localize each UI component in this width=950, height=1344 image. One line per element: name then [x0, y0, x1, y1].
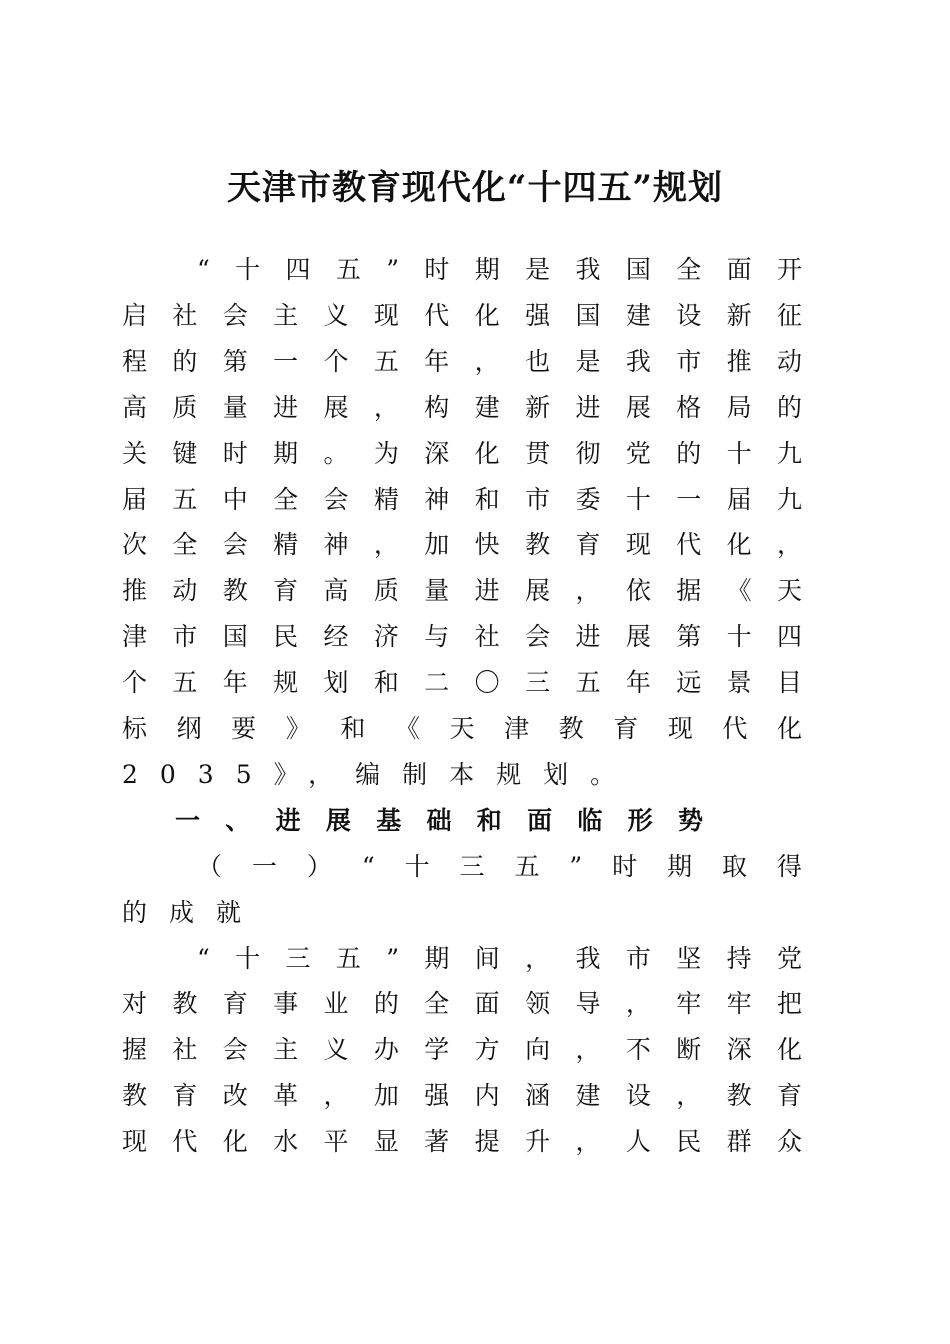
text-line: 标纲要》和《天津教育现代化 — [122, 714, 802, 743]
text-line: 2035》，编制本规划。 — [122, 759, 638, 789]
text-line: 推动教育高质量进展，依据《天 — [122, 576, 802, 606]
text-line: （一）“十三五”时期取得 — [197, 851, 802, 881]
text-line: 高质量进展，构建新进展格局的 — [122, 392, 802, 422]
text-line: 的成就 — [122, 897, 264, 927]
section-heading: 一、进展基础和面临形势 — [175, 805, 703, 835]
text-line: 对教育事业的全面领导，牢牢把 — [122, 989, 802, 1019]
text-line: 届五中全会精神和市委十一届九 — [122, 484, 802, 514]
text-line: 握社会主义办学方向，不断深化 — [122, 1035, 802, 1065]
document-title: 天津市教育现代化“十四五”规划 — [226, 168, 724, 208]
text-line: “十三五”期间，我市坚持党 — [197, 943, 802, 973]
text-line: “十四五”时期是我国全面开 — [197, 255, 802, 284]
text-line: 程的第一个五年，也是我市推动 — [122, 346, 802, 376]
text-line: 次全会精神，加快教育现代化， — [122, 530, 802, 560]
text-line: 个五年规划和二〇三五年远景目 — [122, 668, 802, 698]
text-line: 关键时期。为深化贯彻党的十九 — [122, 438, 802, 468]
text-line: 津市国民经济与社会进展第十四 — [122, 622, 802, 652]
text-line: 现代化水平显著提升，人民群众 — [122, 1127, 802, 1157]
text-line: 启社会主义现代化强国建设新征 — [122, 300, 802, 330]
text-line: 教育改革，加强内涵建设，教育 — [122, 1081, 802, 1111]
